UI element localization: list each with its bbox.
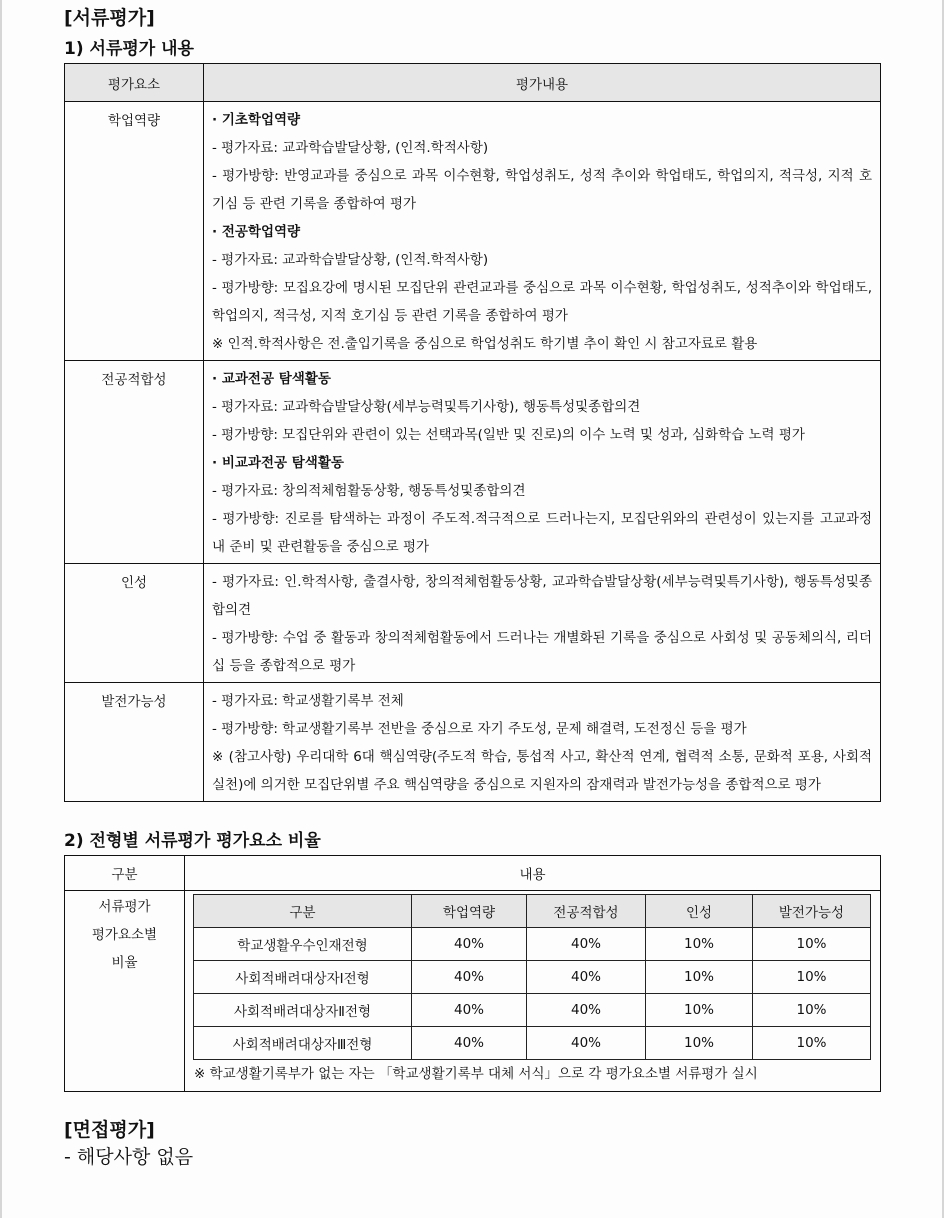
eval-note: ※ 인적.학적사항은 전.출입기록을 중심으로 학업성취도 학기별 추이 확인 시 참고자료로 활용 — [212, 336, 758, 352]
eval-line: - 평가자료: 교과학습발달상황, (인적.학적사항) — [212, 252, 489, 268]
inner-header-potential: 발전가능성 — [753, 895, 871, 928]
eval-line: - 평가방향: 반영교과를 중심으로 과목 이수현황, 학업성취도, 성적 추이와 학업태도, 학업의지, 적극성, 지적 호기심 등 관련 기록을 종합하여 평가 — [212, 168, 872, 212]
inner-row — [194, 961, 871, 994]
table-row-character — [65, 564, 881, 683]
ratio-value: 40% — [412, 1027, 527, 1060]
ratio-header-row — [65, 856, 881, 891]
label-line: 비율 — [111, 955, 138, 971]
inner-header-type: 구분 — [194, 895, 412, 928]
ratio-row-label — [65, 891, 185, 1092]
ratio-value: 40% — [412, 994, 527, 1027]
eval-line: - 평가방향: 모집요강에 명시된 모집단위 관련교과를 중심으로 과목 이수현황, 학업성취도, 성적추이와 학업태도, 학업의지, 적극성, 지적 호기심 등 관련 기록을 종합하여 평가 — [212, 280, 872, 324]
page-edge-left — [0, 0, 2, 1218]
ratio-value: 40% — [527, 1027, 646, 1060]
eval-note: ※ (참고사항) 우리대학 6대 핵심역량(주도적 학습, 통섭적 사고, 확산적 연계, 협력적 소통, 문화적 포용, 사회적 실천)에 의거한 모집단위별 주요 핵심역량을 중심으로 지원자의 잠재력과 발전가능성을 종합적으로 평가 — [212, 749, 872, 793]
ratio-value: 10% — [753, 961, 871, 994]
eval-line: - 평가자료: 교과학습발달상황(세부능력및특기사항), 행동특성및종합의견 — [212, 399, 641, 415]
inner-header-academic: 학업역량 — [412, 895, 527, 928]
admission-type: 사회적배려대상자Ⅱ전형 — [194, 994, 412, 1027]
row-content — [204, 361, 881, 564]
row-content — [204, 102, 881, 361]
eval-line: - 평가방향: 모집단위와 관련이 있는 선택과목(일반 및 진로)의 이수 노력 및 성과, 심화학습 노력 평가 — [212, 427, 805, 443]
table-row-major-fit — [65, 361, 881, 564]
inner-header-character: 인성 — [646, 895, 753, 928]
ratio-value: 10% — [753, 994, 871, 1027]
eval-line: - 평가방향: 수업 중 활동과 창의적체험활동에서 드러나는 개별화된 기록을 중심으로 사회성 및 공동체의식, 리더십 등을 종합적으로 평가 — [212, 630, 872, 674]
row-label: 발전가능성 — [65, 683, 204, 802]
label-line: 평가요소별 — [91, 927, 158, 943]
subheading: · 전공학업역량 — [212, 224, 301, 240]
table-row-potential — [65, 683, 881, 802]
ratio-value: 40% — [527, 961, 646, 994]
ratio-note: ※ 학교생활기록부가 없는 자는 「학교생활기록부 대체 서식」으로 각 평가요소별 서류평가 실시 — [194, 1066, 758, 1082]
section2-title: 2) 전형별 서류평가 평가요소 비율 — [64, 831, 321, 851]
row-label: 전공적합성 — [65, 361, 204, 564]
section1-title: 1) 서류평가 내용 — [64, 39, 194, 59]
header-content: 평가내용 — [204, 64, 881, 102]
eval-line: - 평가자료: 창의적체험활동상황, 행동특성및종합의견 — [212, 483, 526, 499]
subheading: · 교과전공 탐색활동 — [212, 371, 331, 387]
inner-row — [194, 994, 871, 1027]
label-line: 서류평가 — [98, 899, 151, 915]
row-label: 학업역량 — [65, 102, 204, 361]
header-element: 평가요소 — [65, 64, 204, 102]
ratio-value: 10% — [753, 928, 871, 961]
ratio-value: 40% — [527, 928, 646, 961]
ratio-value: 40% — [412, 928, 527, 961]
ratio-value: 10% — [646, 994, 753, 1027]
admission-type: 사회적배려대상자Ⅰ전형 — [194, 961, 412, 994]
ratio-header-content: 내용 — [185, 856, 881, 891]
document-eval-title: [서류평가] — [64, 7, 155, 29]
row-label: 인성 — [65, 564, 204, 683]
ratio-value: 10% — [753, 1027, 871, 1060]
inner-header-major-fit: 전공적합성 — [527, 895, 646, 928]
eval-line: - 평가방향: 진로를 탐색하는 과정이 주도적.적극적으로 드러나는지, 모집단위와의 관련성이 있는지를 고교과정 내 준비 및 관련활동을 중심으로 평가 — [212, 511, 872, 555]
interview-eval-title: [면접평가] — [64, 1119, 155, 1141]
ratio-table — [64, 855, 881, 1092]
admission-type: 학교생활우수인재전형 — [194, 928, 412, 961]
table-row-academic — [65, 102, 881, 361]
ratio-inner-table — [193, 894, 871, 1060]
interview-eval-body: - 해당사항 없음 — [64, 1146, 194, 1168]
document-content — [64, 0, 881, 1170]
inner-row — [194, 928, 871, 961]
ratio-body-row — [65, 891, 881, 1092]
ratio-content-cell — [185, 891, 881, 1092]
ratio-header-category: 구분 — [65, 856, 185, 891]
ratio-value: 10% — [646, 1027, 753, 1060]
ratio-value: 40% — [527, 994, 646, 1027]
ratio-value: 40% — [412, 961, 527, 994]
inner-row — [194, 1027, 871, 1060]
ratio-value: 10% — [646, 928, 753, 961]
eval-line: - 평가방향: 학교생활기록부 전반을 중심으로 자기 주도성, 문제 해결력, 도전정신 등을 평가 — [212, 721, 747, 737]
row-content — [204, 683, 881, 802]
subheading: · 비교과전공 탐색활동 — [212, 455, 344, 471]
row-content — [204, 564, 881, 683]
ratio-value: 10% — [646, 961, 753, 994]
eval-line: - 평가자료: 인.학적사항, 출결사항, 창의적체험활동상황, 교과학습발달상황(세부능력및특기사항), 행동특성및종합의견 — [212, 574, 872, 618]
admission-type: 사회적배려대상자Ⅲ전형 — [194, 1027, 412, 1060]
eval-line: - 평가자료: 학교생활기록부 전체 — [212, 693, 404, 709]
eval-content-table — [64, 63, 881, 802]
inner-header-row — [194, 895, 871, 928]
eval-line: - 평가자료: 교과학습발달상황, (인적.학적사항) — [212, 140, 489, 156]
table-header-row — [65, 64, 881, 102]
subheading: · 기초학업역량 — [212, 112, 301, 128]
